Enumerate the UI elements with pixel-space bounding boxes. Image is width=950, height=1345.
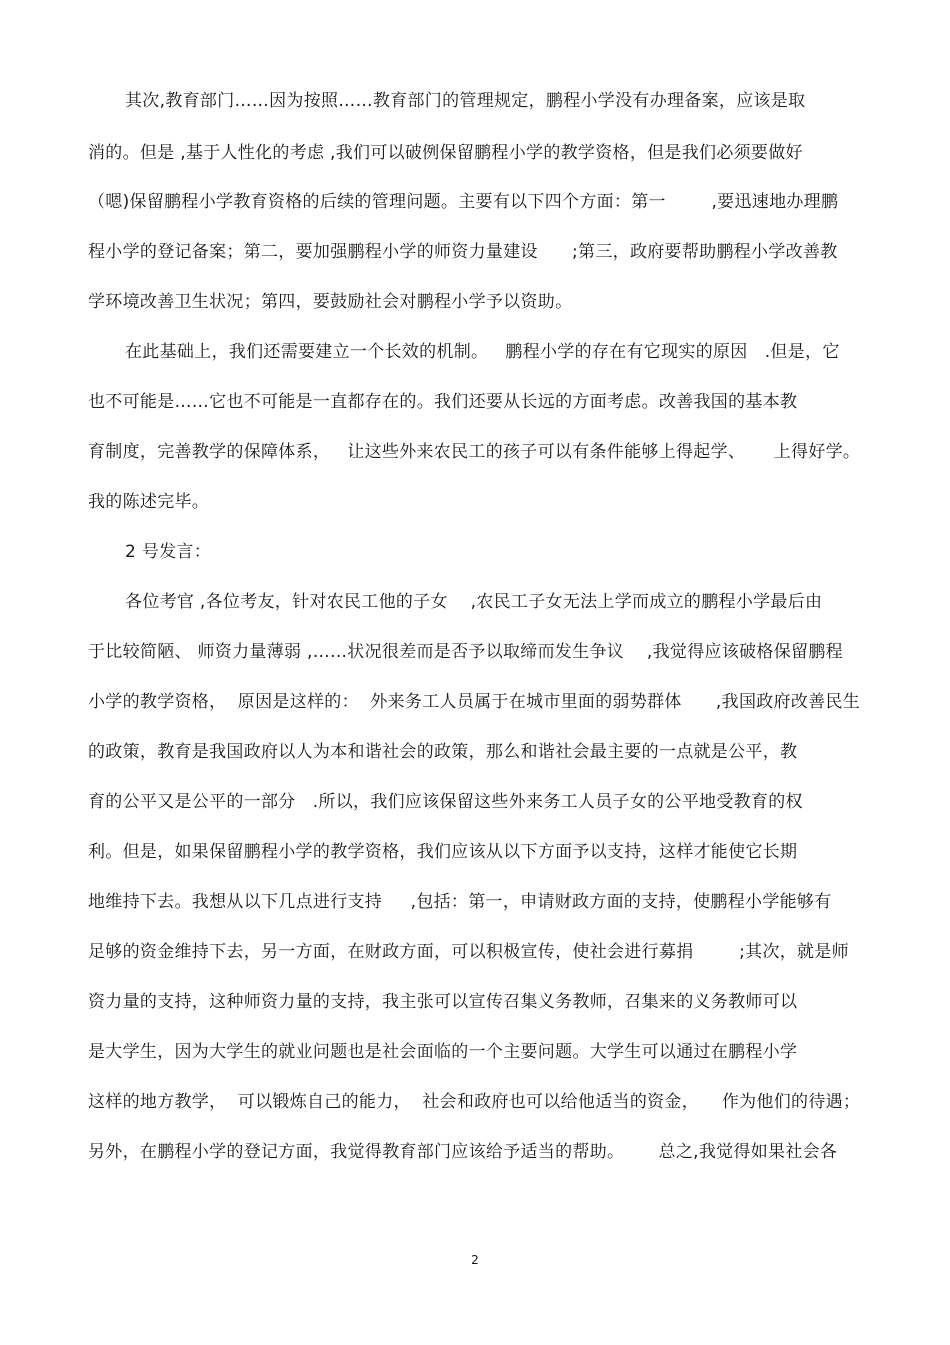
text-line: 这样的地方教学， 可以锻炼自己的能力， 社会和政府也可以给他适当的资金， 作为他们的待遇；	[88, 1092, 861, 1112]
text-line: 另外，在鹏程小学的登记方面，我觉得教育部门应该给予适当的帮助。 总之,我觉得如果社会各	[88, 1142, 838, 1162]
page-number: 2	[471, 1253, 479, 1267]
text-line: 育的公平又是公平的一部分 .所以，我们应该保留这些外来务工人员子女的公平地受教育的权	[88, 792, 803, 812]
text-line: 我的陈述完毕。	[88, 492, 210, 512]
text-line: 的政策，教育是我国政府以人为本和谐社会的政策，那么和谐社会最主要的一点就是公平，教	[88, 742, 798, 762]
text-line: 各位考官 ,各位考友，针对农民工他的子女 ,农民工子女无法上学而成立的鹏程小学最后由	[125, 592, 823, 612]
text-line: 足够的资金维持下去，另一方面，在财政方面，可以积极宣传，使社会进行募捐 ;其次，就是师	[88, 942, 849, 962]
text-line: 程小学的登记备案；第二，要加强鹏程小学的师资力量建设 ;第三，政府要帮助鹏程小学改善教	[88, 242, 838, 262]
text-line: 利。但是，如果保留鹏程小学的教学资格，我们应该从以下方面予以支持，这样才能使它长期	[88, 842, 798, 862]
text-line: 资力量的支持，这种师资力量的支持，我主张可以宣传召集义务教师，召集来的义务教师可以	[88, 992, 798, 1012]
text-line: 在此基础上，我们还需要建立一个长效的机制。 鹏程小学的存在有它现实的原因 .但是，它	[125, 342, 840, 362]
text-line: 育制度，完善教学的保障体系， 让这些外来农民工的孩子可以有条件能够上得起学、 上得好学。	[88, 442, 861, 462]
text-line: 也不可能是……它也不可能是一直都存在的。我们还要从长远的方面考虑。改善我国的基本教	[88, 392, 798, 412]
text-line: 消的。但是 ,基于人性化的考虑 ,我们可以破例保留鹏程小学的教学资格，但是我们必须要做好	[88, 143, 803, 163]
text-line: 学环境改善卫生状况；第四，要鼓励社会对鹏程小学予以资助。	[88, 292, 573, 312]
text-line: 是大学生，因为大学生的就业问题也是社会面临的一个主要问题。大学生可以通过在鹏程小学	[88, 1042, 798, 1062]
text-line: 小学的教学资格， 原因是这样的： 外来务工人员属于在城市里面的弱势群体 ,我国政府改善民生	[88, 692, 861, 712]
text-line: 其次,教育部门……因为按照……教育部门的管理规定，鹏程小学没有办理备案，应该是取	[125, 91, 806, 111]
speaker-heading: 2 号发言：	[125, 542, 212, 562]
text-line: （嗯)保留鹏程小学教育资格的后续的管理问题。主要有以下四个方面：第一 ,要迅速地办理鹏	[88, 192, 839, 212]
text-line: 地维持下去。我想从以下几点进行支持 ,包括：第一，申请财政方面的支持，使鹏程小学能够有	[88, 892, 832, 912]
text-line: 于比较简陋、 师资力量薄弱 ,……状况很差而是否予以取缔而发生争议 ,我觉得应该破格保留鹏程	[88, 642, 843, 662]
